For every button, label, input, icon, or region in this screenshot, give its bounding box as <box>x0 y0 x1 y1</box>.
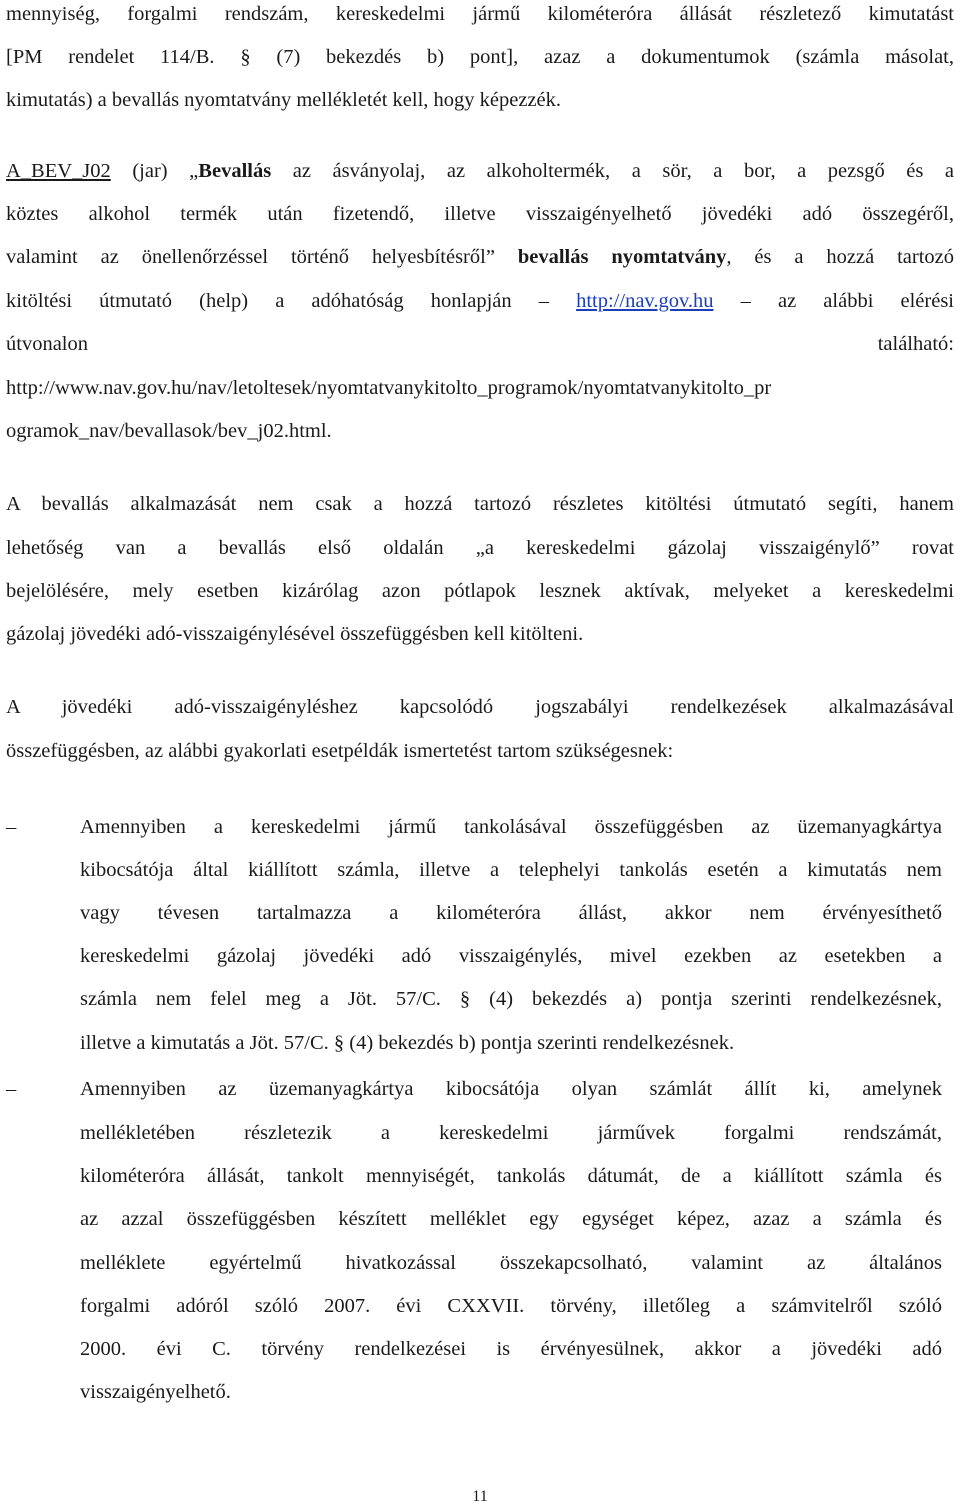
text-line: [PM rendelet 114/B. § (7) bekezdés b) pont], azaz a dokumentumok (számla másolat, <box>6 46 954 68</box>
text-line: számla nem felel meg a Jöt. 57/C. § (4) bekezdés a) pontja szerinti rendelkezésnek, <box>80 988 942 1010</box>
text-line: bejelölésére, mely esetben kizárólag azon pótlapok lesznek aktívak, melyeket a kereskedelmi <box>6 580 954 602</box>
text-line: összefüggésben, az alábbi gyakorlati esetpéldák ismertetést tartom szükségesnek: <box>6 740 674 762</box>
text-line: visszaigényelhető. <box>80 1381 231 1403</box>
text-line: útvonalon található: <box>6 333 954 355</box>
text-line: lehetőség van a bevallás első oldalán „a kereskedelmi gázolaj visszaigénylő” rovat <box>6 537 954 559</box>
text-line: kereskedelmi gázolaj jövedéki adó visszaigénylés, mivel ezekben az esetekben a <box>80 945 942 967</box>
text-line: mennyiség, forgalmi rendszám, kereskedelmi jármű kilométeróra állását részletező kimutatást <box>6 3 954 25</box>
text-line: forgalmi adóról szóló 2007. évi CXXVII. törvény, illetőleg a számvitelről szóló <box>80 1295 942 1317</box>
text-line: Amennyiben az üzemanyagkártya kibocsátója olyan számlát állít ki, amelynek <box>80 1078 942 1100</box>
text-line: gázolaj jövedéki adó-visszaigénylésével összefüggésben kell kitölteni. <box>6 623 584 645</box>
text-line: az azzal összefüggésben készített melléklet egy egységet képez, azaz a számla és <box>80 1208 942 1230</box>
form-code: A_BEV_J02 <box>6 160 111 182</box>
url-line: http://www.nav.gov.hu/nav/letoltesek/nyomtatvanykitolto_programok/nyomtatvanykitolto_pr <box>6 377 772 399</box>
dash-marker: – <box>6 1078 17 1100</box>
page-number: 11 <box>472 1488 488 1505</box>
text-line: melléklete egyértelmű hivatkozással összekapcsolható, valamint az általános <box>80 1252 942 1274</box>
text-line: vagy tévesen tartalmazza a kilométeróra állást, akkor nem érvényesíthető <box>80 902 942 924</box>
text-line: Amennyiben a kereskedelmi jármű tankolásával összefüggésben az üzemanyagkártya <box>80 816 942 838</box>
text-line: kibocsátója által kiállított számla, illetve a telephelyi tankolás esetén a kimutatás nem <box>80 859 942 881</box>
text-line: 2000. évi C. törvény rendelkezései is érvényesülnek, akkor a jövedéki adó <box>80 1338 942 1360</box>
text-line: valamint az önellenőrzéssel történő helyesbítésről” bevallás nyomtatvány, és a hozzá tartozó <box>6 246 954 268</box>
dash-marker: – <box>6 816 17 838</box>
nav-link[interactable]: http://nav.gov.hu <box>576 290 714 312</box>
text-line: köztes alkohol termék után fizetendő, illetve visszaigényelhető jövedéki adó összegéről, <box>6 203 954 225</box>
text-line: mellékletében részletezik a kereskedelmi járművek forgalmi rendszámát, <box>80 1122 942 1144</box>
bold-term: Bevallás <box>198 160 272 182</box>
text-line: illetve a kimutatás a Jöt. 57/C. § (4) bekezdés b) pontja szerinti rendelkezésnek. <box>80 1032 735 1054</box>
text-line: kilométeróra állását, tankolt mennyiségét, tankolás dátumát, de a kiállított számla és <box>80 1165 942 1187</box>
text-line: A bevallás alkalmazását nem csak a hozzá tartozó részletes kitöltési útmutató segíti, hanem <box>6 493 954 515</box>
url-line: ogramok_nav/bevallasok/bev_j02.html. <box>6 420 332 442</box>
bold-term: bevallás nyomtatvány <box>517 246 727 268</box>
text-line: kimutatás) a bevallás nyomtatvány mellékletét kell, hogy képezzék. <box>6 89 562 111</box>
text-line: A jövedéki adó-visszaigényléshez kapcsolódó jogszabályi rendelkezések alkalmazásával <box>6 696 954 718</box>
text-line: A_BEV_J02 (jar) „Bevallás az ásványolaj, az alkoholtermék, a sör, a bor, a pezsgő és a <box>6 160 954 182</box>
text-line: kitöltési útmutató (help) a adóhatóság honlapján – http://nav.gov.hu – az alábbi elérési <box>6 290 954 312</box>
